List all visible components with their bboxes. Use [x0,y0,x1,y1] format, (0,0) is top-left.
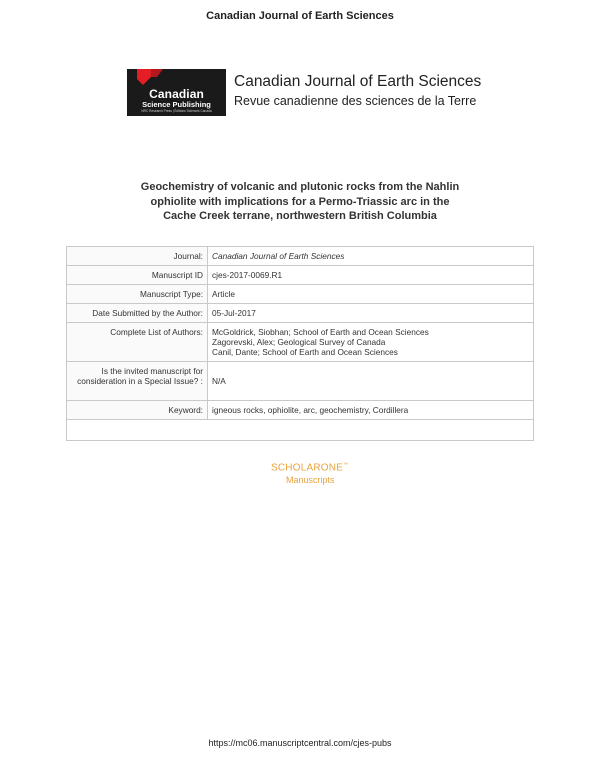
authors-label: Complete List of Authors: [67,323,208,362]
paper-title-line: Geochemistry of volcanic and plutonic rocks from the Nahlin [140,181,460,193]
table-row [67,285,534,304]
table-row-empty [67,420,534,441]
author-entry: Zagorevski, Alex; Geological Survey of Canada [212,337,386,347]
maple-shape-icon [137,69,167,89]
table-row [67,362,534,401]
special-issue-value: N/A [208,362,534,401]
table-row [67,247,534,266]
scholarone-logo [271,462,348,473]
manuscript-id-label: Manuscript ID [67,266,208,285]
manuscript-type-label: Manuscript Type: [67,285,208,304]
paper-title-line: Cache Creek terrane, northwestern British Columbia [163,210,437,222]
manuscript-id-value: cjes-2017-0069.R1 [208,266,534,285]
table-row [67,266,534,285]
journal-value: Canadian Journal of Earth Sciences [208,247,534,266]
publisher-logo [127,69,226,116]
manuscript-type-value: Article [208,285,534,304]
manuscript-info-table [66,246,534,441]
date-submitted-label: Date Submitted by the Author: [67,304,208,323]
journal-label: Journal: [67,247,208,266]
running-head: Canadian Journal of Earth Sciences [206,10,394,22]
scholarone-manuscripts: Manuscripts [286,475,335,485]
logo-text-canadian: Canadian [149,87,204,101]
journal-name-french: Revue canadienne des sciences de la Terre [234,94,477,108]
logo-text-science-publishing: Science Publishing [142,100,211,109]
paper-title-line: ophiolite with implications for a Permo-Triassic arc in the [150,195,450,208]
trademark-symbol: ™ [343,462,349,468]
journal-name-english: Canadian Journal of Earth Sciences [234,73,482,90]
author-entry: McGoldrick, Siobhan; School of Earth and Ocean Sciences [212,327,429,337]
author-entry: Canil, Dante; School of Earth and Ocean Sciences [212,347,398,357]
table-row [67,323,534,362]
date-submitted-value: 05-Jul-2017 [208,304,534,323]
table-row [67,401,534,420]
keyword-value: igneous rocks, ophiolite, arc, geochemistry, Cordillera [208,401,534,420]
special-issue-label: Is the invited manuscript for consideration in a Special Issue? : [67,362,208,401]
authors-value [208,323,534,362]
empty-cell [67,420,534,441]
scholarone-brand: SCHOLARONE [271,462,344,474]
footer-url[interactable]: https://mc06.manuscriptcentral.com/cjes-pubs [208,738,392,748]
table-row [67,304,534,323]
logo-text-nrc: NRC Research Press | Éditions Sciences Canada [141,109,212,113]
keyword-label: Keyword: [67,401,208,420]
paper-title [90,180,510,224]
